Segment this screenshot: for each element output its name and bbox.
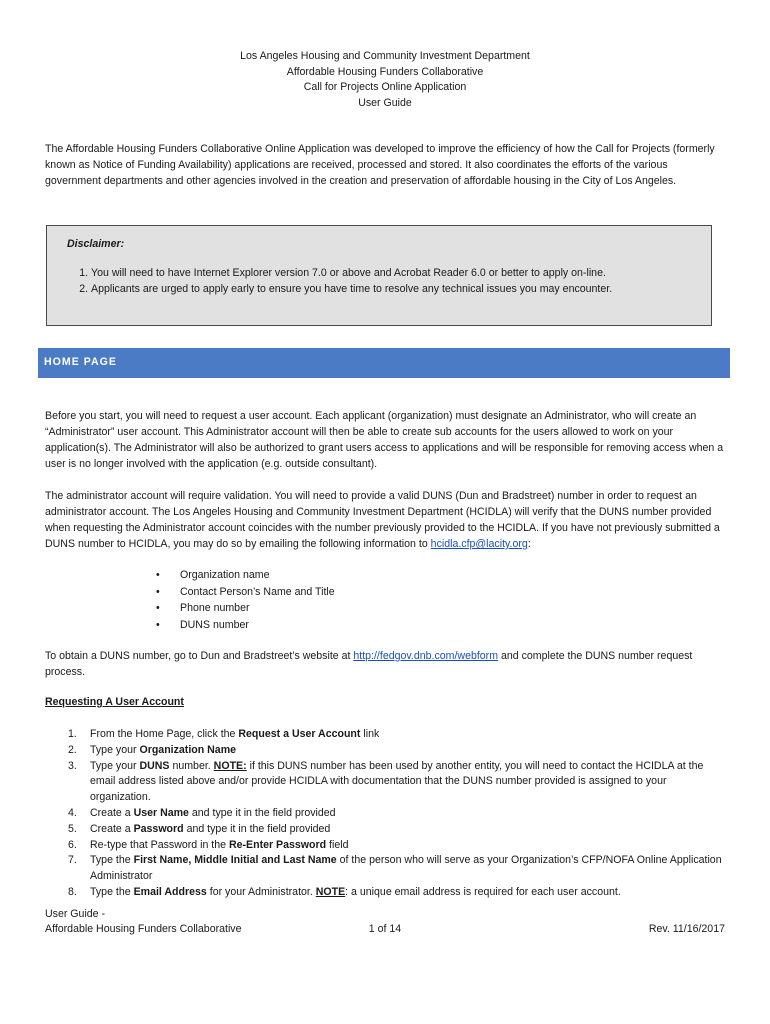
header-department: Los Angeles Housing and Community Investment Department (240, 50, 530, 62)
step-note: NOTE: (213, 759, 247, 772)
validation-text: The administrator account will require validation. You will need to provide a valid DUNS (Dun and Bradstreet) number in order to request an administrator account. The Los Angeles Housing and Community Investment Department (HCIDLA) will verify that the DUNS number provided when requesting the Administrator account coincides with the number previously provided to the HCIDLA. If you have not previously submitted a DUNS number to HCIDLA, you may do so by emailing the following information to (45, 490, 720, 550)
footer-guide-label: User Guide - (45, 908, 106, 920)
step-item (45, 822, 725, 838)
list-item: • Organization name (150, 567, 335, 584)
validation-paragraph (45, 488, 729, 552)
email-link[interactable]: hcidla.cfp@lacity.org (430, 538, 528, 550)
page-footer (45, 907, 725, 937)
page-number: 1 of 14 (368, 923, 402, 935)
step-bold: DUNS (139, 759, 170, 772)
step-number: 1. (68, 728, 77, 740)
header-user-guide: User Guide (358, 96, 412, 109)
disclaimer-box (46, 225, 712, 326)
duns-prefix: To obtain a DUNS number, go to Dun and Bradstreet’s website at (45, 650, 354, 662)
step-text: number. (169, 759, 214, 772)
step-text: Type the (90, 885, 134, 898)
step-item (45, 853, 725, 885)
step-number: 2. (68, 743, 77, 756)
step-text: Type your (90, 759, 140, 772)
step-text: and type it in the field provided (183, 822, 331, 835)
step-number: 8. (68, 885, 77, 898)
step-text: field (326, 838, 349, 851)
step-item (45, 743, 725, 759)
dnb-webform-link[interactable]: http://fedgov.dnb.com/webform (353, 650, 499, 662)
validation-suffix: : (527, 538, 531, 550)
step-number: 5. (68, 822, 77, 835)
disclaimer-item: 1. You will need to have Internet Explorer version 7.0 or above and Acrobat Reader 6.0 or better to apply on-line. (91, 265, 691, 281)
intro-paragraph: The Affordable Housing Funders Collaborative Online Application was developed to improve the efficiency of how the Call for Projects (formerly known as Notice of Funding Availability) applications are received, processed and stored. It also coordinates the efforts of the various government departments and other agencies involved in the creation and preservation of affordable housing in the City of Los Angeles. (45, 143, 715, 187)
step-item (45, 806, 725, 822)
step-number: 6. (68, 838, 77, 851)
revision-date: Rev. 11/16/2017 (648, 923, 725, 935)
step-item (45, 885, 725, 901)
header-application: Call for Projects Online Application (303, 81, 467, 93)
list-item: • Phone number (150, 600, 335, 617)
steps-list (45, 727, 725, 901)
step-text: if this DUNS number has been used by another entity, you will need to contact the HCIDLA at the email address listed above and/or provide HCIDLA with documentation that the DUNS number provided is assigned to your organization. (90, 759, 704, 804)
step-text: Create a (90, 806, 134, 819)
account-intro-paragraph: Before you start, you will need to request a user account. Each applicant (organization) must designate an Administrator, who will create an “Administrator” user account. This Administrator account will then be able to create sub accounts for the users allowed to work on your application(s). The Administrator will also be authorized to grant users access to applications and will be responsible for removing access when a user is no longer involved with the application (e.g. outside consultant). (45, 410, 724, 470)
requesting-account-heading: Requesting A User Account (45, 696, 184, 708)
section-heading-home-page: HOME PAGE (38, 348, 730, 378)
list-item: • DUNS number (150, 617, 335, 634)
step-text: Type the (90, 854, 134, 867)
step-number: 3. (68, 759, 77, 772)
step-bold: Organization Name (139, 743, 237, 756)
step-text: Type your (90, 743, 140, 756)
step-text: Re-type that Password in the (90, 838, 229, 851)
step-bold: Re-Enter Password (228, 838, 327, 851)
step-bold: User Name (133, 806, 189, 819)
step-text: From the Home Page, click the (90, 728, 239, 740)
step-item (45, 759, 725, 806)
step-text: link (360, 728, 380, 740)
header-collaborative: Affordable Housing Funders Collaborative (286, 65, 484, 78)
step-text: for your Administrator. (206, 885, 316, 898)
step-bold: Email Address (133, 885, 207, 898)
step-number: 4. (68, 806, 77, 819)
step-item (45, 838, 725, 854)
step-text: : a unique email address is required for each user account. (345, 885, 621, 898)
step-item (45, 727, 725, 743)
step-note: NOTE (315, 885, 346, 898)
step-bold: Password (133, 822, 184, 835)
required-info-list (150, 567, 335, 633)
step-text: Create a (90, 822, 134, 835)
step-bold: Request a User Account (238, 728, 361, 740)
step-bold: First Name, Middle Initial and Last Name (133, 854, 337, 867)
document-header (0, 49, 770, 111)
step-text: of the person who will serve as your Organization’s CFP/NOFA Online Application Administrator (90, 854, 722, 883)
step-text: and type it in the field provided (188, 806, 336, 819)
step-number: 7. (68, 854, 77, 867)
disclaimer-item: 2. Applicants are urged to apply early to ensure you have time to resolve any technical issues you may encounter. (91, 281, 691, 297)
duns-paragraph (45, 648, 729, 680)
disclaimer-title: Disclaimer: (67, 238, 125, 250)
disclaimer-list (67, 265, 691, 297)
footer-collaborative: Affordable Housing Funders Collaborative (45, 923, 242, 935)
duns-suffix: and complete the DUNS number request process. (45, 650, 693, 678)
list-item: • Contact Person’s Name and Title (150, 584, 335, 601)
